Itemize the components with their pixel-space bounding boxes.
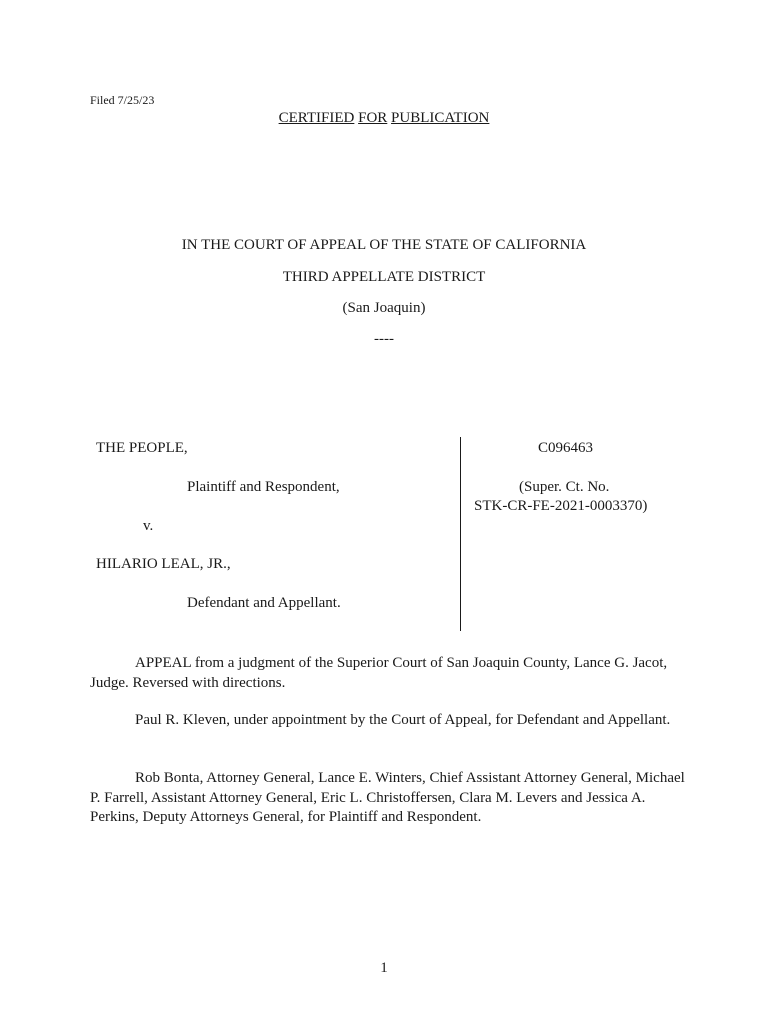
caption-divider [460, 437, 461, 631]
appeal-paragraph [90, 654, 690, 693]
for-word: FOR [358, 110, 388, 126]
attorney-general-paragraph [90, 769, 690, 828]
defense-counsel-text: Paul R. Kleven, under appointment by the Court of Appeal, for Defendant and Appellant. [135, 712, 671, 728]
defendant-role: Defendant and Appellant. [187, 595, 341, 611]
county: (San Joaquin) [342, 300, 426, 316]
party-defendant: HILARIO LEAL, JR., [96, 556, 231, 572]
page-number: 1 [380, 960, 388, 976]
superior-court-label: (Super. Ct. No. [519, 479, 610, 495]
appeal-text: APPEAL from a judgment of the Superior Court of San Joaquin County, Lance G. Jacot, Judge. Reversed with directions. [90, 655, 668, 691]
certified-word: CERTIFIED [278, 110, 355, 126]
publication-word: PUBLICATION [391, 110, 490, 126]
plaintiff-role: Plaintiff and Respondent, [187, 479, 340, 495]
superior-court-number: STK-CR-FE-2021-0003370) [474, 498, 648, 514]
court-name: IN THE COURT OF APPEAL OF THE STATE OF CALIFORNIA [181, 237, 587, 253]
filed-date: Filed 7/25/23 [90, 93, 155, 107]
appellate-district: THIRD APPELLATE DISTRICT [282, 269, 486, 285]
versus: v. [143, 518, 154, 534]
certified-for-publication [0, 110, 768, 127]
separator: ---- [374, 331, 394, 347]
case-number: C096463 [538, 440, 594, 456]
party-plaintiff: THE PEOPLE, [96, 440, 188, 456]
defense-counsel-paragraph [90, 711, 690, 731]
attorney-general-text: Rob Bonta, Attorney General, Lance E. Winters, Chief Assistant Attorney General, Michael P. Farrell, Assistant Attorney General, Eric L. Christoffersen, Clara M. Levers and Jessica A. Perkins, Deputy Attorneys General, for Plaintiff and Respondent. [90, 770, 685, 825]
